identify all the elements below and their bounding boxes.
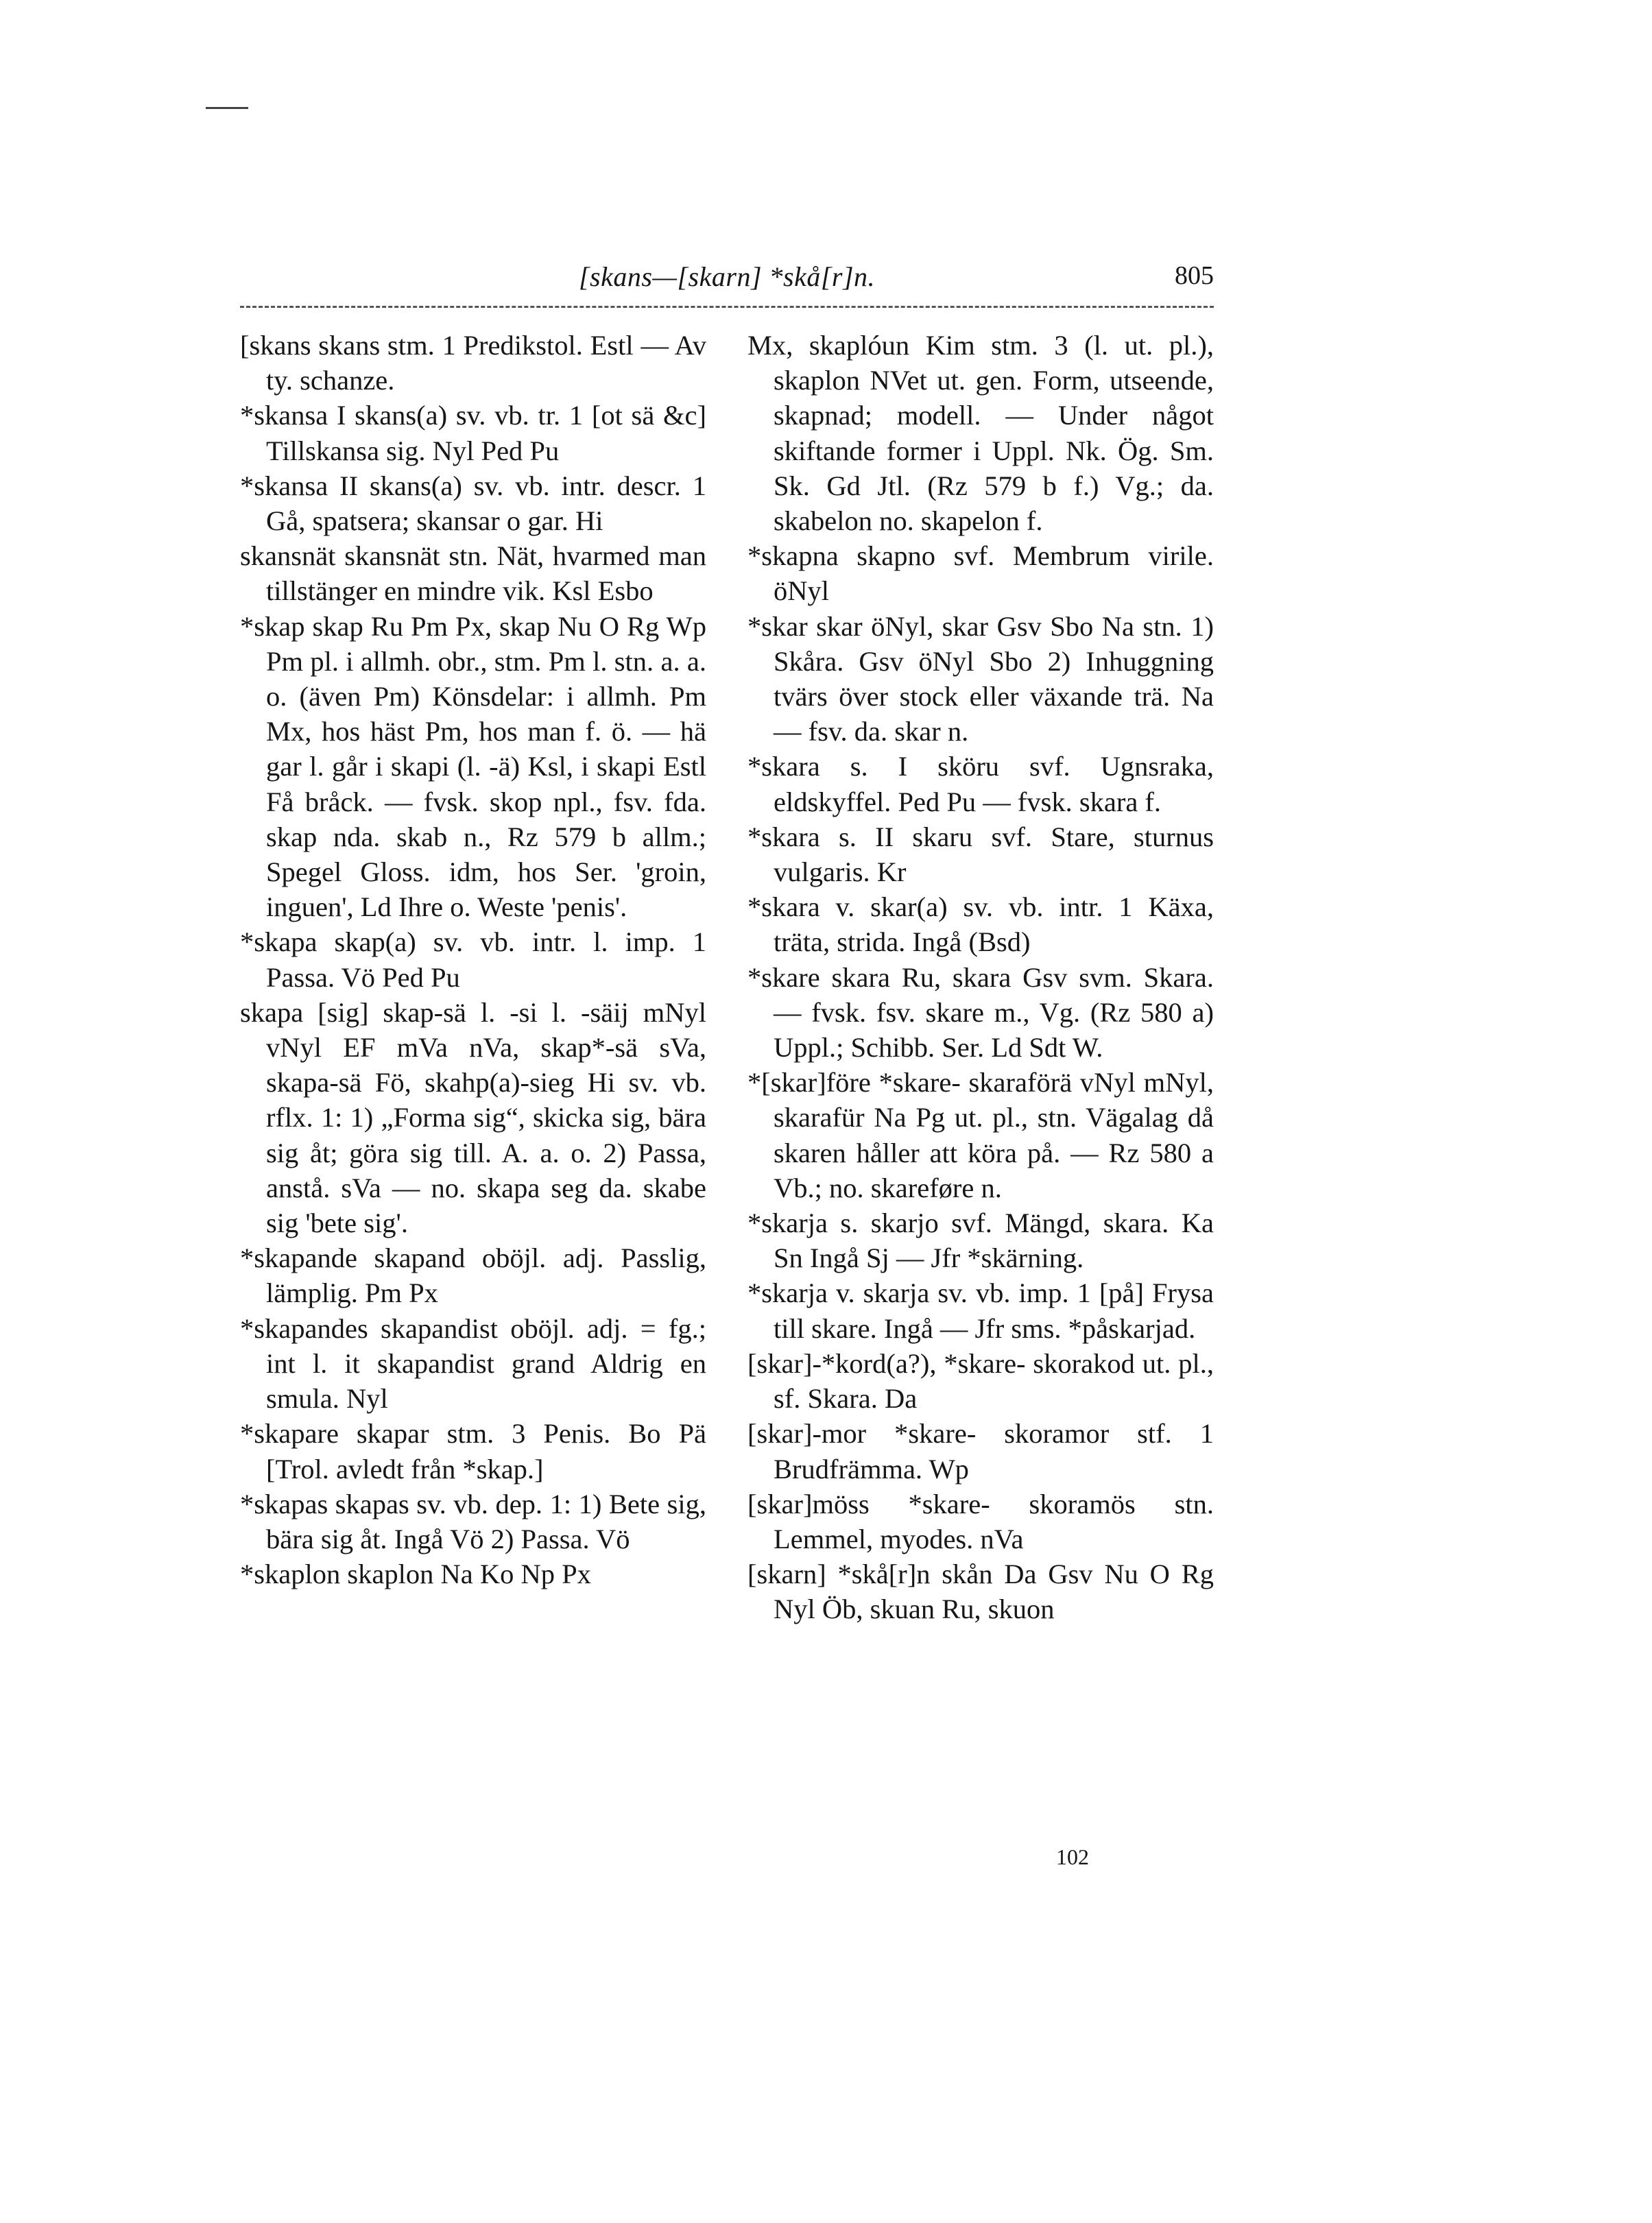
- entry-skansa-i: *skansa I skans(a) sv. vb. tr. 1 [ot sä &c] Tillskansa sig. Nyl Ped Pu: [240, 400, 706, 466]
- entry-skapna: *skapna skapno svf. Membrum virile. öNyl: [747, 540, 1214, 607]
- entry-skara-v: *skara v. skar(a) sv. vb. intr. 1 Käxa, träta, strida. Ingå (Bsd): [747, 891, 1214, 958]
- page-corner-mark: [206, 107, 248, 109]
- entry-skansnat: skansnät skansnät stn. Nät, hvarmed man tillstänger en mindre vik. Ksl Esbo: [240, 540, 706, 607]
- right-column: [747, 328, 1214, 1627]
- entry-skarja-s: *skarja s. skarjo svf. Mängd, skara. Ka Sn Ingå Sj — Jfr *skärning.: [747, 1207, 1214, 1274]
- entry-skar-korda: [skar]-*kord(a?), *skare- skorakod ut. pl., sf. Skara. Da: [747, 1347, 1214, 1415]
- entry-skara-s-i: *skara s. I sköru svf. Ugnsraka, eldskyffel. Ped Pu — fvsk. skara f.: [747, 751, 1214, 817]
- entry-skap: *skap skap Ru Pm Px, skap Nu O Rg Wp Pm pl. i allmh. obr., stm. Pm l. stn. a. a. o. (även Pm) Könsdelar: i allmh. Pm Mx, hos häst Pm, hos man f. ö. — hä gar l. går i skapi (l. -ä) Ksl, i skapi Estl Få bråck. — fvsk. skop npl., fsv. fda. skap nda. skab n., Rz 579 b allm.; Spegel Gloss. idm, hos Ser. 'groin, inguen', Ld Ihre o. Weste 'penis'.: [240, 610, 706, 923]
- header-rule: [240, 306, 1214, 308]
- entry-skaplon-continued: Mx, skaplóun Kim stm. 3 (l. ut. pl.), skaplon NVet ut. gen. Form, utseende, skapnad; modell. — Under något skiftande former i Uppl. Nk. Ög. Sm. Sk. Gd Jtl. (Rz 579 b f.) Vg.; da. skabelon no. skapelon f.: [747, 330, 1214, 537]
- running-head: [240, 261, 1214, 302]
- entry-skarja-v: *skarja v. skarja sv. vb. imp. 1 [på] Frysa till skare. Ingå — Jfr sms. *påskarjad.: [747, 1277, 1214, 1344]
- entry-skare: *skare skara Ru, skara Gsv svm. Skara. — fvsk. fsv. skare m., Vg. (Rz 580 a) Uppl.; Schibb. Ser. Ld Sdt W.: [747, 961, 1214, 1064]
- entry-skansa-ii: *skansa II skans(a) sv. vb. intr. descr. 1 Gå, spatsera; skansar o gar. Hi: [240, 470, 706, 537]
- entry-skapande: *skapande skapand oböjl. adj. Passlig, lämplig. Pm Px: [240, 1242, 706, 1309]
- entry-skarn: [skarn] *skå[r]n skån Da Gsv Nu O Rg Nyl Öb, skuan Ru, skuon: [747, 1559, 1214, 1625]
- entry-skaplon: *skaplon skaplon Na Ko Np Px: [240, 1559, 591, 1590]
- entry-skarfore: *[skar]före *skare- skaraförä vNyl mNyl, skarafür Na Pg ut. pl., stn. Vägalag då skaren håller att köra på. — Rz 580 a Vb.; no. skareføre n.: [747, 1067, 1214, 1203]
- entry-skapandes: *skapandes skapandist oböjl. adj. = fg.; int l. it skapandist grand Aldrig en smula. Nyl: [240, 1312, 706, 1415]
- entry-skans: [skans skans stm. 1 Predikstol. Estl — Av ty. schanze.: [240, 330, 706, 396]
- entry-skapa: *skapa skap(a) sv. vb. intr. l. imp. 1 Passa. Vö Ped Pu: [240, 926, 706, 993]
- entry-skapare: *skapare skapar stm. 3 Penis. Bo Pä [Trol. avledt från *skap.]: [240, 1418, 706, 1485]
- page-number: 805: [1175, 261, 1214, 290]
- entry-skar-moss: [skar]möss *skare- skoramös stn. Lemmel, myodes. nVa: [747, 1488, 1214, 1554]
- entry-skapa-sig: skapa [sig] skap-sä l. -si l. -säij mNyl vNyl EF mVa nVa, skap*-sä sVa, skapa-sä Fö, skahp(a)-sieg Hi sv. vb. rflx. 1: 1) „Forma sig“, skicka sig, bära sig åt; göra sig till. A. a. o. 2) Passa, anstå. sVa — no. skapa seg da. skabe sig 'bete sig'.: [240, 996, 706, 1239]
- entry-skapas: *skapas skapas sv. vb. dep. 1: 1) Bete sig, bära sig åt. Ingå Vö 2) Passa. Vö: [240, 1488, 706, 1554]
- entry-skar-mor: [skar]-mor *skare- skoramor stf. 1 Brudfrämma. Wp: [747, 1418, 1214, 1485]
- signature-mark: 102: [1056, 1845, 1089, 1869]
- entry-skara-s-ii: *skara s. II skaru svf. Stare, sturnus vulgaris. Kr: [747, 821, 1214, 888]
- running-head-title: [skans—[skarn] *skå[r]n.: [578, 261, 876, 292]
- entry-skar: *skar skar öNyl, skar Gsv Sbo Na stn. 1) Skåra. Gsv öNyl Sbo 2) Inhuggning tvärs över stock eller växande trä. Na — fsv. da. skar n.: [747, 610, 1214, 747]
- left-column: [240, 328, 706, 1591]
